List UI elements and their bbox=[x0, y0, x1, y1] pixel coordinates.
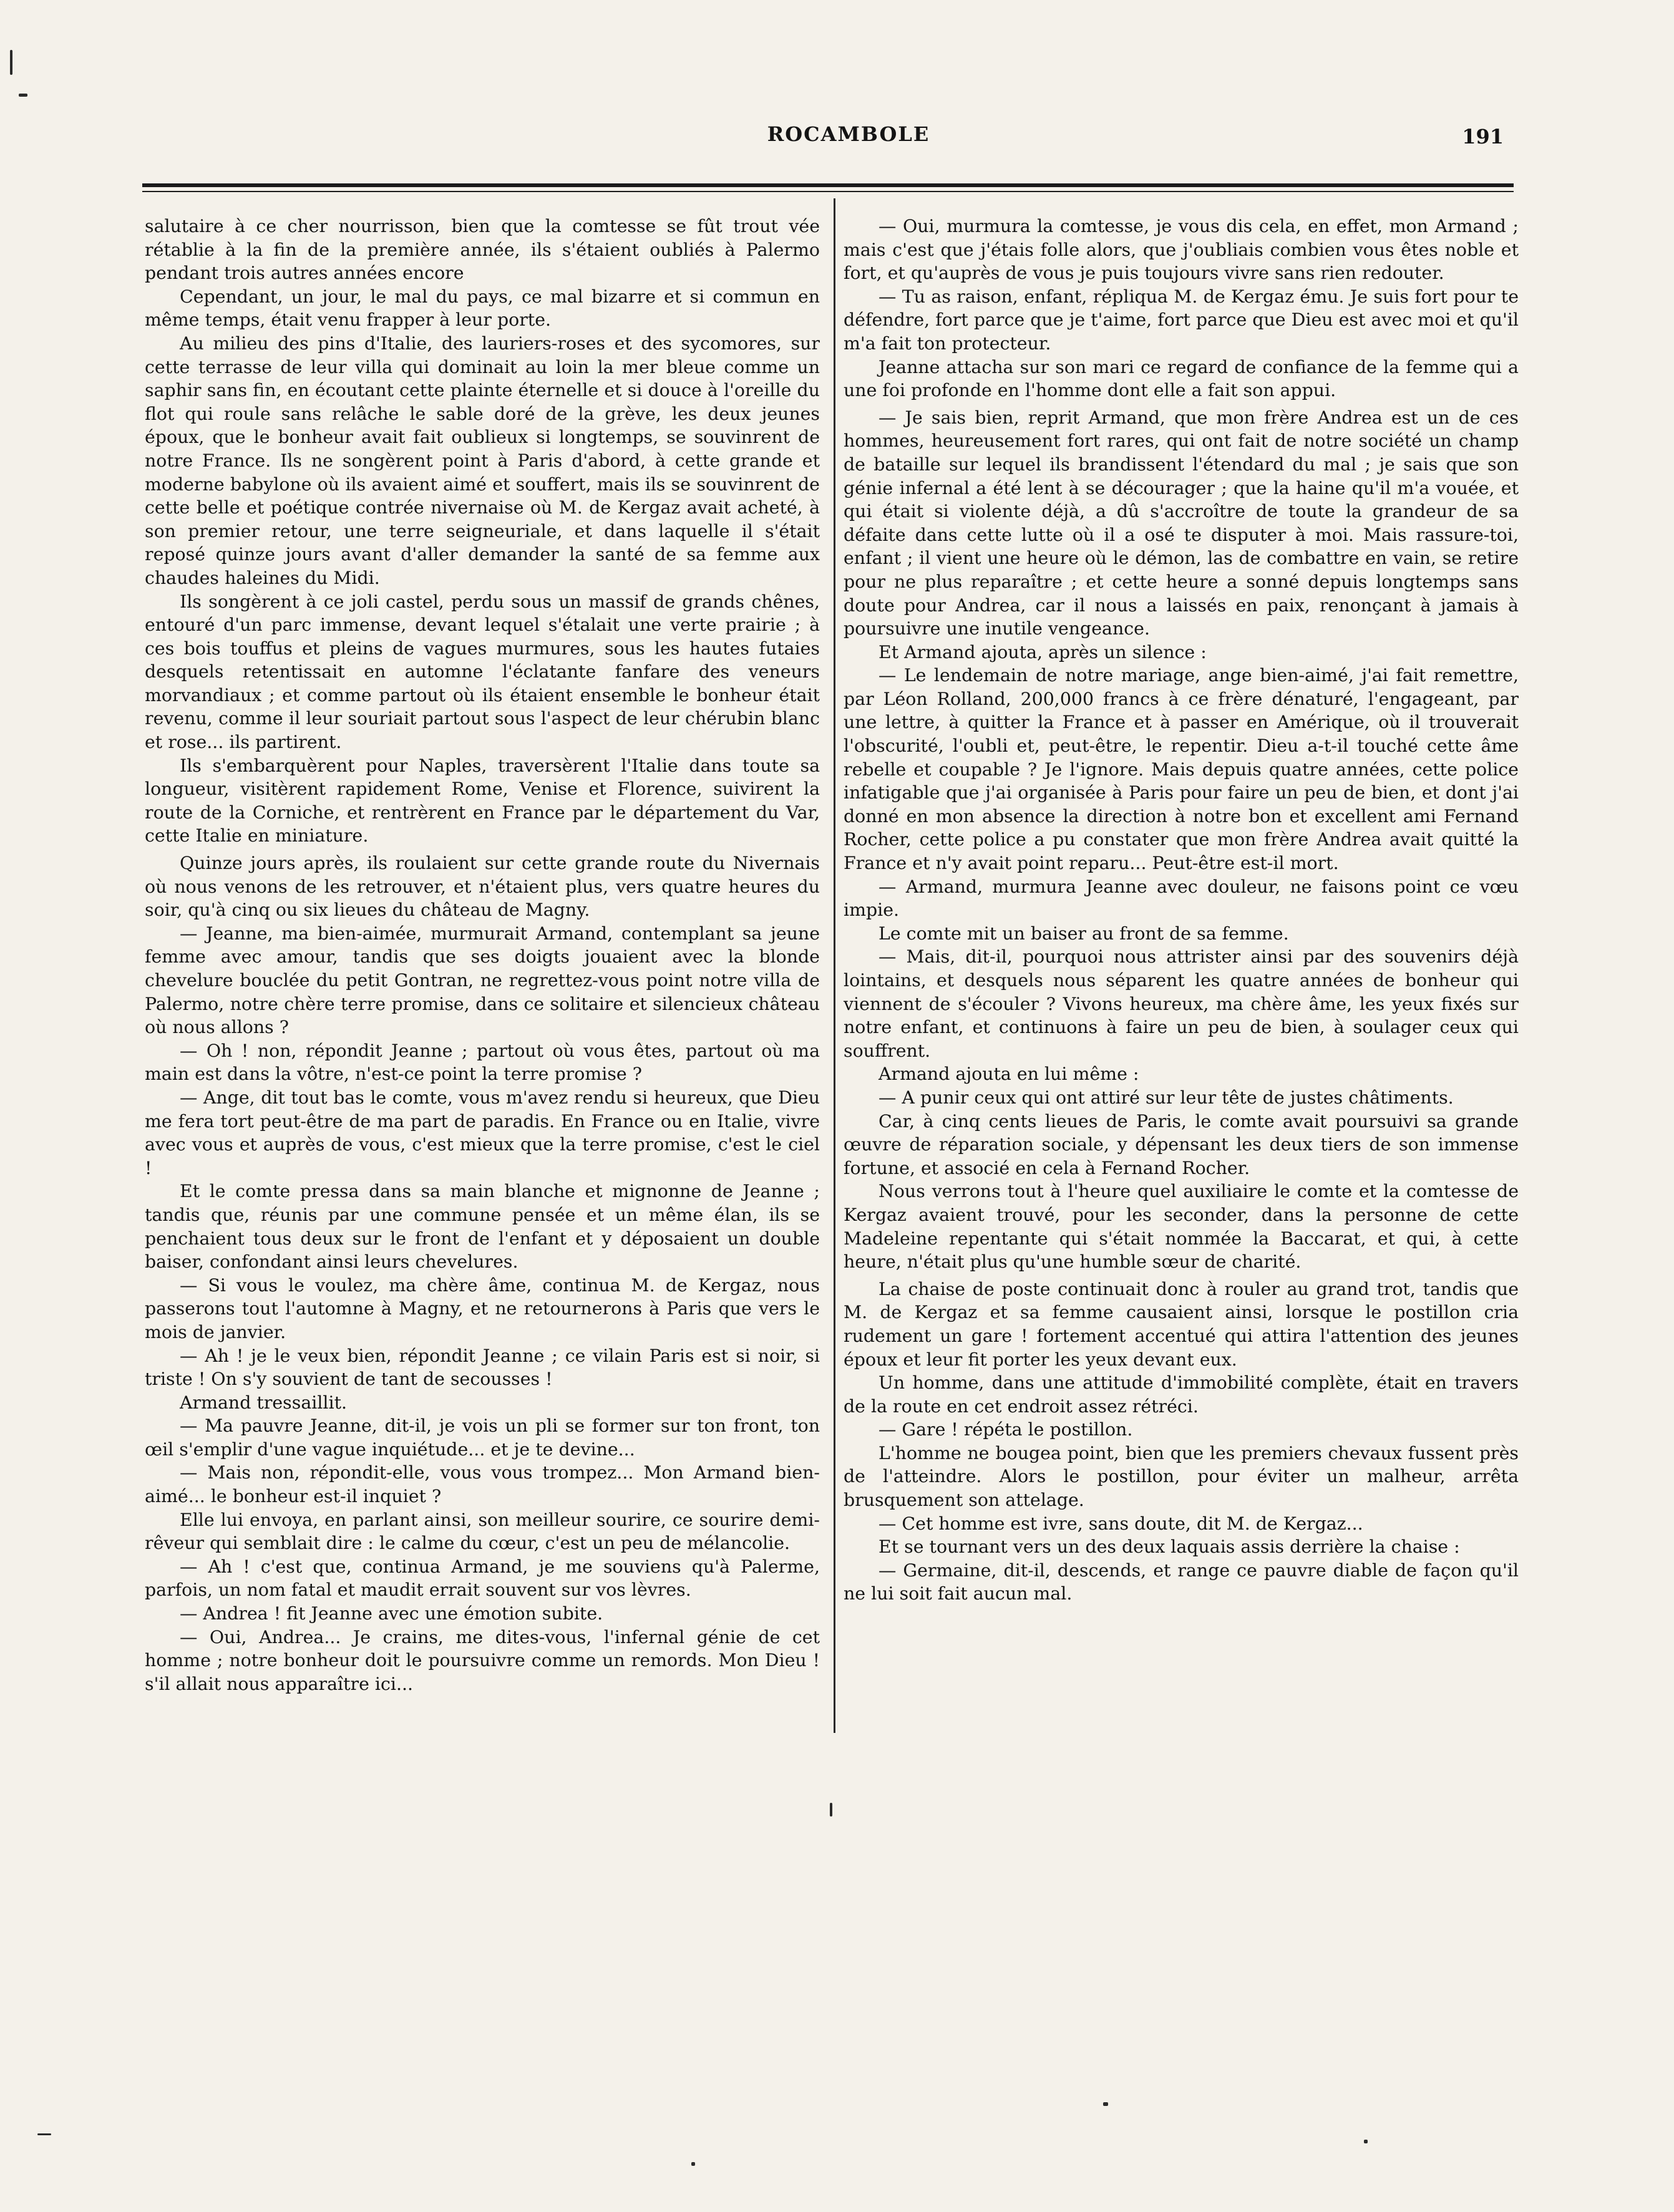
paragraph: Nous verrons tout à l'heure quel auxiliaire le comte et la comtesse de Kergaz avaient trouvé, pour les seconder, dans la personne de cette Madeleine repentante qui s'était nommée la Baccarat, et qui, à cette heure, n'était plus qu'une humble sœur de charité. bbox=[844, 1181, 1519, 1273]
ink-speck bbox=[691, 2162, 695, 2166]
paragraph: — Germaine, dit-il, descends, et range ce pauvre diable de façon qu'il ne lui soit fait aucun mal. bbox=[844, 1560, 1519, 1604]
ink-speck bbox=[830, 1803, 832, 1817]
paragraph: — Oui, Andrea... Je crains, me dites-vous, l'infernal génie de cet homme ; notre bonheur doit le poursuivre comme un remords. Mon Dieu ! s'il allait nous apparaître ici... bbox=[145, 1626, 820, 1694]
paragraph: — Mais, dit-il, pourquoi nous attrister ainsi par des souvenirs déjà lointains, et desquels nous séparent les quatre années de bonheur qui viennent de s'écouler ? Vivons heureux, ma chère âme, les yeux fixés sur notre enfant, et continuons à faire un peu de bien, à soulager ceux qui souffrent. bbox=[844, 946, 1519, 1061]
paragraph: salutaire à ce cher nourrisson, bien que la comtesse se fût trout vée rétablie à la fin de la première année, ils s'étaient oubliés à Palermo pendant trois autres années encore bbox=[145, 216, 820, 284]
paragraph: — Andrea ! fit Jeanne avec une émotion subite. bbox=[180, 1603, 603, 1624]
paragraph: Ils s'embarquèrent pour Naples, traversèrent l'Italie dans toute sa longueur, visitèrent rapidement Rome, Venise et Florence, suivirent la route de la Corniche, et rentrèrent en France par le département du Var, cette Italie en miniature. bbox=[145, 755, 820, 846]
ink-speck bbox=[1103, 2102, 1108, 2106]
paragraph: — Jeanne, ma bien-aimée, murmurait Armand, contemplant sa jeune femme avec amour, tandis que ses doigts jouaient avec la blonde chevelure bouclée du petit Gontran, ne regrettez-vous point notre villa de Palermo, notre chère terre promise, dans ce solitaire et silencieux château où nous allons ? bbox=[145, 923, 820, 1038]
paragraph: Armand tressaillit. bbox=[180, 1392, 348, 1413]
paragraph: La chaise de poste continuait donc à rouler au grand trot, tandis que M. de Kergaz et sa femme causaient ainsi, lorsque le postillon cria rudement un gare ! fortement accentué qui attira l'attention des jeunes époux et leur fit porter les yeux devant eux. bbox=[844, 1278, 1519, 1370]
running-header-title: ROCAMBOLE bbox=[767, 122, 930, 146]
paragraph: — Cet homme est ivre, sans doute, dit M. de Kergaz... bbox=[878, 1513, 1363, 1534]
paragraph: Elle lui envoya, en parlant ainsi, son meilleur sourire, ce sourire demi-rêveur qui semblait dire : le calme du cœur, c'est un peu de mélancolie. bbox=[145, 1509, 820, 1554]
ink-speck bbox=[1364, 2140, 1368, 2143]
paragraph: Au milieu des pins d'Italie, des lauriers-roses et des sycomores, sur cette terrasse de leur villa qui dominait au loin la mer bleue comme un saphir sans fin, en écoutant cette plainte éternelle et si douce à l'oreille du flot qui roule sans relâche le sable doré de la grève, les deux jeunes époux, que le bonheur avait fait oublieux si longtemps, se souvinrent de notre France. Ils ne songèrent point à Paris d'abord, à cette grande et moderne babylone où ils avaient aimé et souffert, mais ils se souvinrent de cette belle et poétique contrée nivernaise où M. de Kergaz avait acheté, à son premier retour, une terre seigneuriale, et dans laquelle il s'était reposé quinze jours avant d'aller demander la santé de sa femme aux chaudes haleines du Midi. bbox=[145, 332, 820, 588]
right-column bbox=[844, 215, 1519, 1606]
paragraph: Le comte mit un baiser au front de sa femme. bbox=[878, 923, 1289, 944]
paragraph: Jeanne attacha sur son mari ce regard de confiance de la femme qui a une foi profonde en l'homme dont elle a fait son appui. bbox=[844, 356, 1519, 401]
paragraph: Quinze jours après, ils roulaient sur cette grande route du Nivernais où nous venons de les retrouver, et n'étaient plus, vers quatre heures du soir, qu'à cinq ou six lieues du château de Magny. bbox=[145, 853, 820, 921]
paragraph: — Armand, murmura Jeanne avec douleur, ne faisons point ce vœu impie. bbox=[844, 876, 1519, 921]
paragraph: — Mais non, répondit-elle, vous vous trompez... Mon Armand bien-aimé... le bonheur est-il inquiet ? bbox=[145, 1462, 820, 1507]
paragraph: — Ma pauvre Jeanne, dit-il, je vois un pli se former sur ton front, ton œil s'emplir d'une vague inquiétude... et je te devine... bbox=[145, 1415, 820, 1460]
paragraph: Ils songèrent à ce joli castel, perdu sous un massif de grands chênes, entouré d'un parc immense, devant lequel s'étalait une verte prairie ; à ces bois touffus et pleins de vagues murmures, sous les hautes futaies desquels retentissait en automne l'éclatante fanfare des veneurs morvandiaux ; et comme partout où ils étaient ensemble le bonheur était revenu, comme il leur souriait partout sous l'aspect de leur chérubin blanc et rose... ils partirent. bbox=[145, 591, 820, 753]
left-column bbox=[145, 215, 820, 1695]
column-divider bbox=[834, 198, 835, 1733]
paragraph: — Ange, dit tout bas le comte, vous m'avez rendu si heureux, que Dieu me fera tort peut-être de ma part de paradis. En France ou en Italie, vivre avec vous et auprès de vous, c'est mieux que la terre promise, c'est le ciel ! bbox=[145, 1087, 820, 1178]
header-rule-thick bbox=[142, 183, 1514, 187]
ink-speck bbox=[19, 94, 27, 97]
paragraph: Et se tournant vers un des deux laquais assis derrière la chaise : bbox=[878, 1536, 1460, 1558]
paragraph: — Tu as raison, enfant, répliqua M. de Kergaz ému. Je suis fort pour te défendre, fort parce que je t'aime, fort parce que Dieu est avec moi et qu'il m'a fait ton protecteur. bbox=[844, 286, 1519, 354]
paragraph: Armand ajouta en lui même : bbox=[878, 1064, 1139, 1085]
ink-speck bbox=[10, 50, 12, 75]
paragraph: L'homme ne bougea point, bien que les premiers chevaux fussent près de l'atteindre. Alors le postillon, pour éviter un malheur, arrêta brusquement son attelage. bbox=[844, 1442, 1519, 1511]
header-rule-thin bbox=[142, 191, 1514, 192]
paragraph: — Je sais bien, reprit Armand, que mon frère Andrea est un de ces hommes, heureusement fort rares, qui ont fait de notre société un champ de bataille sur lequel ils brandissent l'étendard du mal ; je sais que son génie infernal a été lent à se décourager ; que la haine qu'il m'a vouée, et qui était si violente déjà, a dû s'accroître de toute la grandeur de sa défaite dans cette lutte où il a osé te disputer à moi. Mais rassure-toi, enfant ; il vient une heure où le démon, las de combattre en vain, se retire pour ne plus reparaître ; et cette heure a sonné depuis longtemps sans doute pour Andrea, car il nous a laissés en paix, renonçant à jamais à poursuivre une inutile vengeance. bbox=[844, 407, 1519, 639]
paragraph: — Gare ! répéta le postillon. bbox=[878, 1419, 1133, 1440]
page-number: 191 bbox=[1462, 125, 1504, 148]
paragraph: — A punir ceux qui ont attiré sur leur tête de justes châtiments. bbox=[878, 1087, 1454, 1108]
ink-speck bbox=[37, 2133, 51, 2135]
paragraph: Et Armand ajouta, après un silence : bbox=[878, 641, 1207, 662]
paragraph: Cependant, un jour, le mal du pays, ce mal bizarre et si commun en même temps, était venu frapper à leur porte. bbox=[145, 286, 820, 331]
paragraph: — Oh ! non, répondit Jeanne ; partout où vous êtes, partout où ma main est dans la vôtre, n'est-ce point la terre promise ? bbox=[145, 1040, 820, 1085]
paragraph: — Le lendemain de notre mariage, ange bien-aimé, j'ai fait remettre, par Léon Rolland, 200,000 francs à ce frère dénaturé, l'engageant, par une lettre, à quitter la France et à passer en Amérique, où il trouverait l'obscurité, l'oubli et, peut-être, le repentir. Dieu a-t-il touché cette âme rebelle et coupable ? Je l'ignore. Mais depuis quatre années, cette police infatigable que j'ai organisée à Paris pour faire un peu de bien, et dont j'ai donné en mon absence la direction à notre bon et excellent ami Fernand Rocher, cette police a pu constater que mon frère Andrea avait quitté la France et n'y avait point reparu... Peut-être est-il mort. bbox=[844, 665, 1519, 874]
paragraph: Et le comte pressa dans sa main blanche et mignonne de Jeanne ; tandis que, réunis par une commune pensée et un même élan, ils se penchaient tous deux sur le front de l'enfant et y déposaient un double baiser, confondant ainsi leurs chevelures. bbox=[145, 1181, 820, 1273]
paragraph: Car, à cinq cents lieues de Paris, le comte avait poursuivi sa grande œuvre de réparation sociale, y dépensant les deux tiers de son immense fortune, et associé en cela à Fernand Rocher. bbox=[844, 1110, 1519, 1178]
paragraph: — Ah ! c'est que, continua Armand, je me souviens qu'à Palerme, parfois, un nom fatal et maudit errait souvent sur vos lèvres. bbox=[145, 1556, 820, 1601]
paragraph: — Ah ! je le veux bien, répondit Jeanne ; ce vilain Paris est si noir, si triste ! On s'y souvient de tant de secousses ! bbox=[145, 1345, 820, 1390]
paragraph: Un homme, dans une attitude d'immobilité complète, était en travers de la route en cet endroit assez rétréci. bbox=[844, 1372, 1519, 1417]
paragraph: — Oui, murmura la comtesse, je vous dis cela, en effet, mon Armand ; mais c'est que j'étais folle alors, que j'oubliais combien vous êtes noble et fort, et qu'auprès de vous je puis toujours vivre sans rien redouter. bbox=[844, 216, 1519, 284]
paragraph: — Si vous le voulez, ma chère âme, continua M. de Kergaz, nous passerons tout l'automne à Magny, et ne retournerons à Paris que vers le mois de janvier. bbox=[145, 1274, 820, 1342]
